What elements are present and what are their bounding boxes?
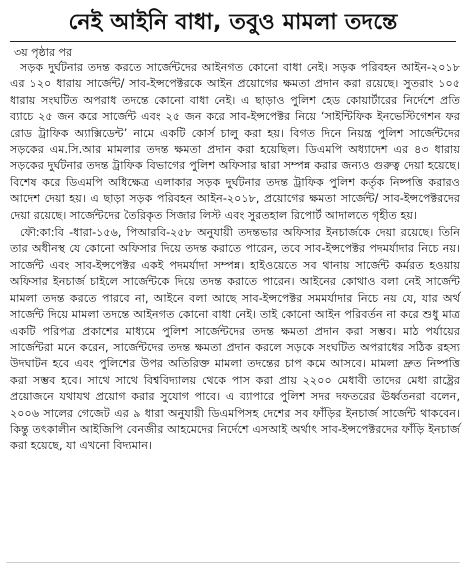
article-body	[10, 60, 460, 455]
continuation-note: ৩য় পৃষ্ঠার পর	[14, 46, 73, 59]
headline-box	[10, 4, 456, 42]
paragraph-2: ফৌ:কা:বি -ধারা-১৫৬, পিআরবি-২৫৮ অনুযায়ী তদন্তভার অফিসার ইনচার্জকে দেয়া রয়েছে। তিনি তার অধীনস্থ যে কোনো অফিসার দিয়ে তদন্ত করাতে পারেন, তবে সাব-ইন্সপেক্টর পদমর্যাদার নিচে নয়। সার্জেন্ট এবং সাব-ইন্সপেক্টর একই পদমর্যাদা সম্পন্ন। হাইওয়েতে সব থানায় সার্জেন্ট কর্মরত হওয়ায় অফিসার ইনচার্জ চাইলে সার্জেন্টকে দিয়ে তদন্ত করাতে পারেন। আইনের কোথাও বলা নেই সার্জেন্ট মামলা তদন্ত করতে পারবে না, আইনে বলা আছে সাব-ইন্সপেক্টর সমমর্যাদার নিচে নয় যে, যার অর্থ সার্জেন্ট দিয়ে মামলা তদন্তে আইনগত কোনো বাধা নেই। তাই কোনো আইন পরিবর্তন না করে শুধু মাত্র একটি পরিপত্র প্রকাশের মাধ্যমে পুলিশ সার্জেন্টদের তদন্ত ক্ষমতা প্রদান করা সম্ভব। মাঠ পর্যায়ের সার্জেন্টরা মনে করেন, সার্জেন্টদের তদন্ত ক্ষমতা প্রদান করলে সড়কে সংঘটিত অপরাধের সঠিক রহস্য উদঘাটন হবে এবং পুলিশের উপর অতিরিক্ত মামলা তদন্তের চাপ কমে আসবে। মামলা দ্রুত নিষ্পত্তি করা সম্ভব হবে। সাথে সাথে বিশ্ববিদ্যালয় থেকে পাস করা প্রায় ২২০০ মেধাবী তাদের মেধা রাষ্ট্রের প্রয়োজনে যথাযথ প্রয়োগ করার সুযোগ পাবে। এ ব্যাপারে পুলিশ সদর দফতরের ঊর্ধ্বতনরা বলেন, ২০০৬ সালের গেজেট এর ৯ ধারা অনুযায়ী ডিএমপিসহ দেশের সব ফাঁড়ির ইনচার্জ সার্জেন্ট থাকবেন। কিন্তু তৎকালীন আইজিপি বেনজীর আহমেদের নির্দেশে এসআই অর্থাৎ সাব-ইন্সপেক্টরদের ফাঁড়ি ইনচার্জ করা হয়েছে, যা এখনো বিদ্যমান।	[10, 226, 460, 453]
headline: নেই আইনি বাধা, তবুও মামলা তদন্তে	[68, 9, 398, 35]
bottom-divider	[6, 562, 460, 563]
paragraph-1: সড়ক দুর্ঘটনার তদন্ত করতে সার্জেন্টদের আইনগত কোনো বাধা নেই। সড়ক পরিবহন আইন-২০১৮ এর ১২০ ধারায় সার্জেন্ট/ সাব-ইন্সপেক্টরকে আইন প্রয়োগের ক্ষমতা প্রদান করা রয়েছে। সুতরাং ১০৫ ধারায় সংঘটিত অপরাধ তদন্তে কোনো বাধা নেই। এ ছাড়াও পুলিশ হেড কোয়ার্টারের নির্দেশে প্রতি ব্যাচে ২৫ জন করে সার্জেন্ট এবং ২৫ জন করে সাব-ইন্সপেক্টর নিয়ে ‘সাইন্টিফিক ইনভেস্টিগেশন ফর রোড ট্রাফিক অ্যাক্সিডেন্ট’ নামে একটি কোর্স চালু করা হয়। বিগত দিনে নিয়ন্ত্র পুলিশ সার্জেন্টদের সড়কের এম.সি.আর মামলার তদন্ত ক্ষমতা প্রদান করা হয়েছিল। ডিএমপি অধ্যাদেশ এর ৪৩ ধারায় সড়কের দুর্ঘটনার তদন্ত ট্রাফিক বিভাগের পুলিশ অফিসার দ্বারা সম্পন্ন করার জন্যও গুরুত্ব দেয়া হয়েছে। বিশেষ করে ডিএমপি অধিক্ষেত্র এলাকার সড়ক দুর্ঘটনার তদন্ত ট্রাফিক পুলিশ কর্তৃক নিষ্পত্তি করারও আদেশ দেয়া হয়। এ ছাড়া সড়ক পরিবহন আইন-২০১৮, প্রয়োগের ক্ষমতা সার্জেন্ট/ সাব-ইন্সপেক্টরদের দেয়া রয়েছে। সার্জেন্টদের তৈরিকৃত সিজার লিস্ট এবং সুরতহাল রিপোর্ট আদালতে গৃহীত হয়।	[10, 61, 460, 222]
